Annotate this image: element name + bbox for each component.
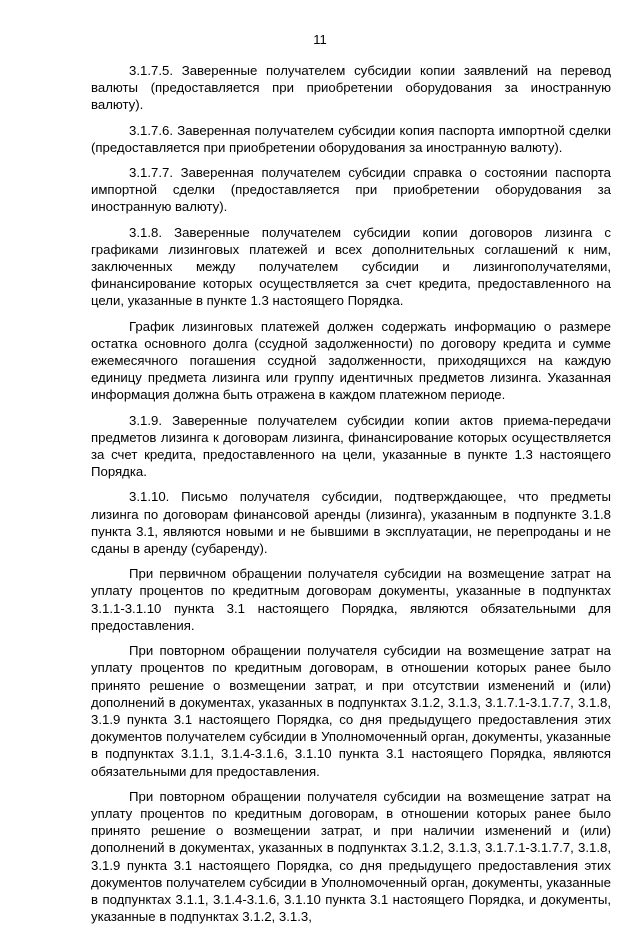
paragraph-repeat-no-changes: При повторном обращении получателя субсидии на возмещение затрат на уплату процентов по кредитным договорам, в отношении которых ранее было принято решение о возмещении затрат, и при отсутствии изменений и (или) дополнений в документах, указанных в подпунктах 3.1.2, 3.1.3, 3.1.7.1-3.1.7.7, 3.1.8, 3.1.9 пункта 3.1 настоящего Порядка, со дня предыдущего предоставления этих документов получателем субсидии в Уполномоченный орган, документы, указанные в подпунктах 3.1.1, 3.1.4-3.1.6, 3.1.10 пункта 3.1 настоящего Порядка, являются обязательными для предоставления. <box>91 643 611 779</box>
paragraph-repeat-with-changes: При повторном обращении получателя субсидии на возмещение затрат на уплату процентов по кредитным договорам, в отношении которых ранее было принято решение о возмещении затрат, и при наличии изменений и (или) дополнений в документах, указанных в подпунктах 3.1.2, 3.1.3, 3.1.7.1-3.1.7.7, 3.1.8, 3.1.9 пункта 3.1 настоящего Порядка, со дня предыдущего предоставления этих документов получателем субсидии в Уполномоченный орган, документы, указанные в подпунктах 3.1.1, 3.1.4-3.1.6, 3.1.10 пункта 3.1 настоящего Порядка, и документы, указанные в подпунктах 3.1.2, 3.1.3, <box>91 788 611 925</box>
page-number: 11 <box>313 32 327 47</box>
document-body <box>91 62 611 933</box>
paragraph-3-1-10: 3.1.10. Письмо получателя субсидии, подтверждающее, что предметы лизинга по договорам финансовой аренды (лизинга), указанным в подпункте 3.1.8 пункта 3.1, являются новыми и не бывшими в эксплуатации, не перепроданы и не сданы в аренду (субаренду). <box>91 489 611 557</box>
paragraph-first-application: При первичном обращении получателя субсидии на возмещение затрат на уплату процентов по кредитным договорам документы, указанные в подпунктах 3.1.1-3.1.10 пункта 3.1 настоящего Порядка, являются обязательными для предоставления. <box>91 566 611 633</box>
paragraph-leasing-schedule: График лизинговых платежей должен содержать информацию о размере остатка основного долга (ссудной задолженности) по договору кредита и сумме ежемесячного погашения ссудной задолженности, приходящихся на каждую единицу предмета лизинга или группу идентичных предметов лизинга. Указанная информация должна быть отражена в каждом платежном периоде. <box>91 318 611 403</box>
paragraph-3-1-9: 3.1.9. Заверенные получателем субсидии копии актов приема-передачи предметов лизинга к договорам лизинга, финансирование которых осуществляется за счет кредита, предоставленного на цели, указанные в пункте 1.3 настоящего Порядка. <box>91 412 611 480</box>
paragraph-3-1-7-6: 3.1.7.6. Заверенная получателем субсидии копия паспорта импортной сделки (предоставляется при приобретении оборудования за иностранную валюту). <box>91 122 611 155</box>
paragraph-3-1-8: 3.1.8. Заверенные получателем субсидии копии договоров лизинга с графиками лизинговых платежей и всех дополнительных соглашений к ним, заключенных между получателем субсидии и лизингополучателями, финансирование которых осуществляется за счет кредита, предоставленного на цели, указанные в пункте 1.3 настоящего Порядка. <box>91 224 611 309</box>
paragraph-3-1-7-5: 3.1.7.5. Заверенные получателем субсидии копии заявлений на перевод валюты (предоставляется при приобретении оборудования за иностранную валюту). <box>91 63 611 113</box>
paragraph-3-1-7-7: 3.1.7.7. Заверенная получателем субсидии справка о состоянии паспорта импортной сделки (предоставляется при приобретении оборудования за иностранную валюту). <box>91 165 611 215</box>
